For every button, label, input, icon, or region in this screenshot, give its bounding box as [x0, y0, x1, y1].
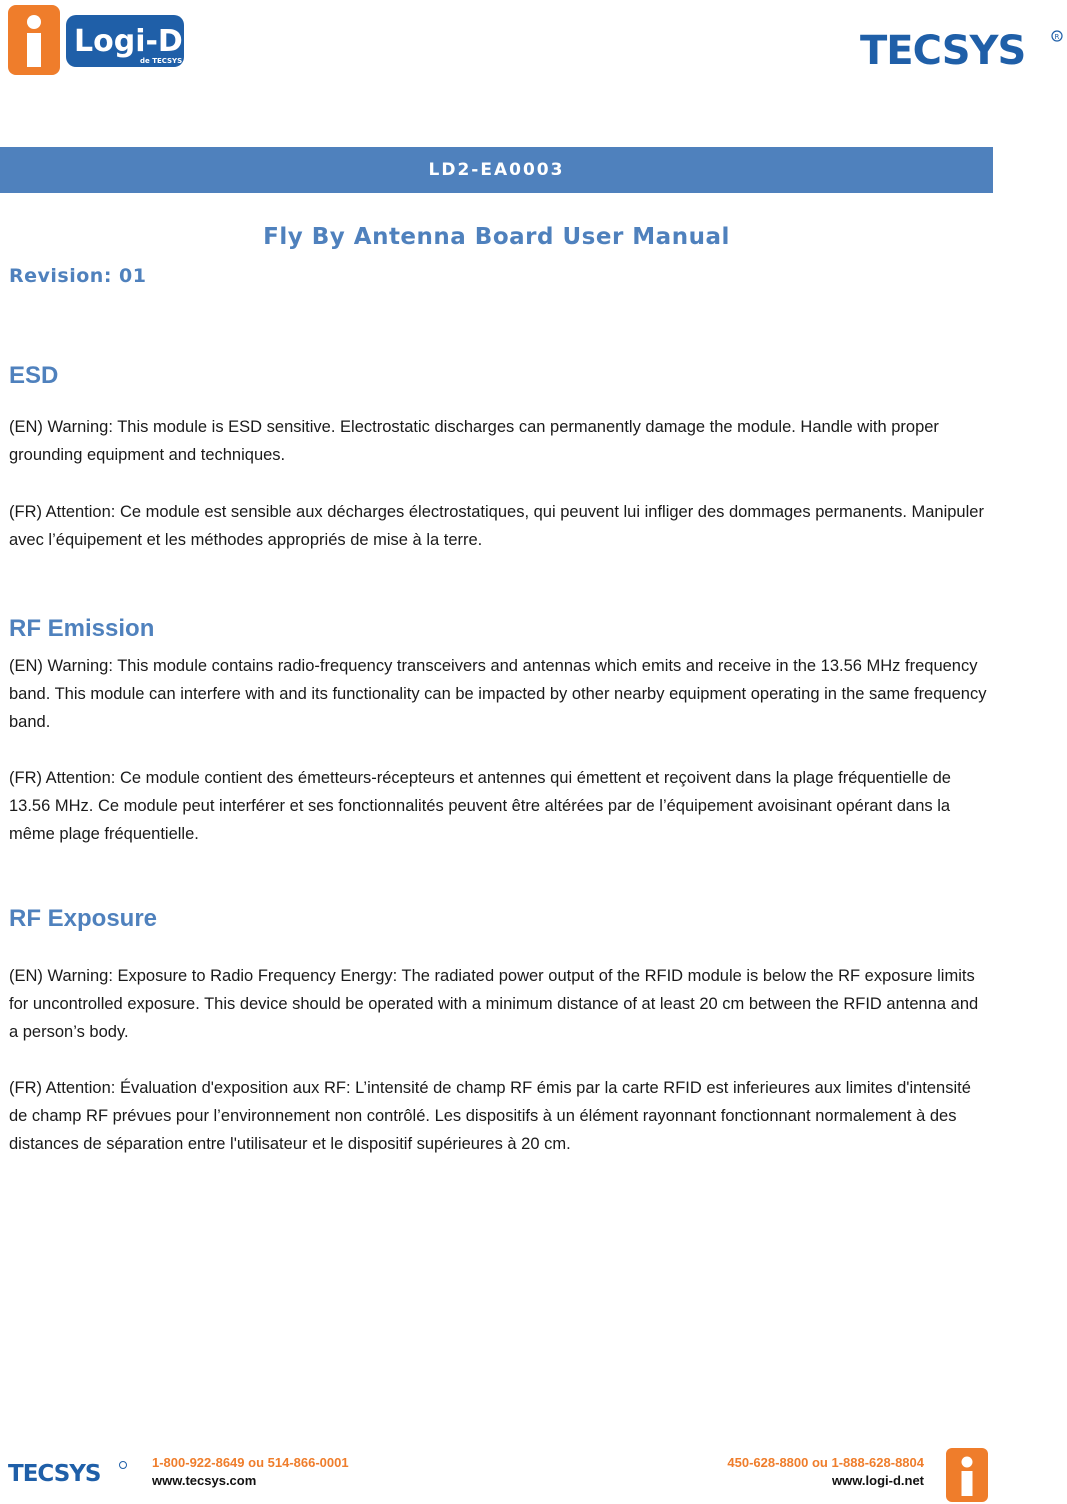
footer-tecsys-logo: [8, 1459, 128, 1485]
document-title: Fly By Antenna Board User Manual: [263, 224, 730, 250]
document-code: LD2-EA0003: [428, 160, 565, 180]
svg-text:R: R: [1054, 33, 1060, 41]
rf-emission-paragraph-en: (EN) Warning: This module contains radio-frequency transceivers and antennas which emits and receive in the 13.56 MHz frequency band. This module can interfere with and its functionality can be impacted by other nearby equipment operating in the same frequency band.: [9, 657, 987, 731]
logi-d-logo: [8, 5, 188, 77]
logi-d-i-icon: [946, 1448, 988, 1502]
esd-paragraph-en: (EN) Warning: This module is ESD sensitive. Electrostatic discharges can permanently damage the module. Handle with proper grounding equipment and techniques.: [9, 418, 939, 464]
esd-paragraph-fr: (FR) Attention: Ce module est sensible aux décharges électrostatiques, qui peuvent lui infliger des dommages permanents. Manipuler avec l’équipement et les méthodes appropriés de mise à la terre.: [9, 503, 984, 549]
document-code-band: [0, 147, 993, 193]
svg-text:Logi-D: Logi-D: [74, 24, 183, 59]
svg-text:de TECSYS: de TECSYS: [140, 57, 183, 65]
footer-left-web: www.tecsys.com: [152, 1473, 257, 1488]
rf-exposure-paragraph-en: (EN) Warning: Exposure to Radio Frequency Energy: The radiated power output of the RFID module is below the RF exposure limits for uncontrolled exposure. This device should be operated with a minimum distance of at least 20 cm between the RFID antenna and a person’s body.: [9, 967, 979, 1041]
footer-left-phone: 1-800-922-8649 ou 514-866-0001: [152, 1455, 349, 1470]
document-revision: Revision: 01: [9, 265, 147, 287]
svg-text:TECSYS: TECSYS: [8, 1461, 101, 1485]
footer-left-contact: [152, 1454, 349, 1490]
rf-emission-paragraph-fr: (FR) Attention: Ce module contient des émetteurs-récepteurs et antennes qui émettent et reçoivent dans la plage fréquentielle de 13.56 MHz. Ce module peut interférer et ses fonctionnalités peuvent être altérées par de l’équipement avoisinant opérant dans la même plage fréquentielle.: [9, 769, 951, 843]
section-heading-esd: ESD: [9, 362, 59, 389]
rf-exposure-paragraph-fr: (FR) Attention: Évaluation d'exposition aux RF: L’intensité de champ RF émis par la carte RFID est inferieures aux limites d'intensité de champ RF prévues pour l’environnement non contrôlé. Les dispositifs à un élément rayonnant fonctionnant normalement à des distances de séparation entre l'utilisateur et le dispositif supérieures à 20 cm.: [9, 1079, 971, 1153]
section-heading-rf-emission: RF Emission: [9, 615, 155, 642]
footer-right-web: www.logi-d.net: [832, 1473, 924, 1488]
footer-right-phone: 450-628-8800 ou 1-888-628-8804: [727, 1455, 924, 1470]
footer-right-contact: [727, 1454, 924, 1490]
svg-text:TECSYS: TECSYS: [860, 28, 1026, 72]
section-heading-rf-exposure: RF Exposure: [9, 905, 158, 932]
tecsys-logo: [860, 28, 1064, 72]
